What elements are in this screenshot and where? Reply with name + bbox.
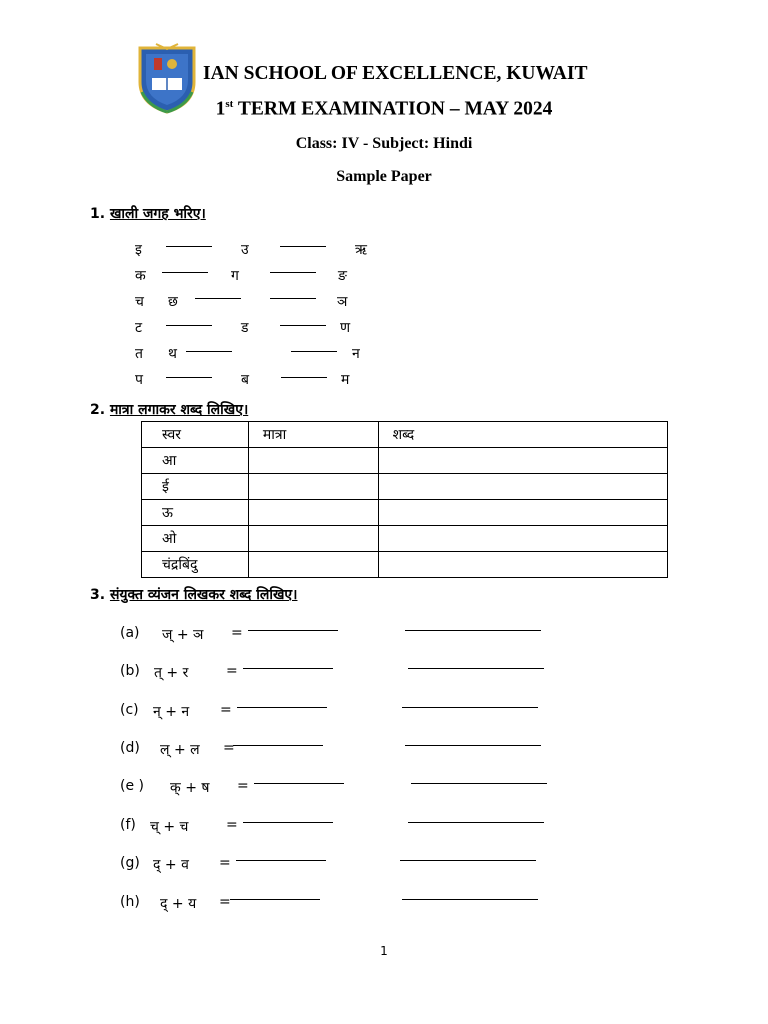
conjunct-expression: ज् + ञ — [162, 627, 204, 643]
swar-cell: ऊ — [142, 500, 249, 526]
paper-type: Sample Paper — [336, 168, 432, 185]
fill-blank[interactable] — [291, 351, 337, 352]
q1-letter: ब — [241, 372, 249, 388]
equals-sign: = — [219, 855, 231, 871]
fill-blank[interactable] — [280, 246, 326, 247]
matra-answer-cell[interactable] — [248, 448, 378, 474]
table-row — [142, 552, 668, 578]
word-blank[interactable] — [405, 745, 541, 746]
word-answer-cell[interactable] — [378, 552, 667, 578]
q1-letter: ण — [340, 320, 351, 336]
equals-sign: = — [231, 625, 243, 641]
swar-cell: चंद्रबिंदु — [142, 552, 249, 578]
q1-letter: च — [135, 294, 144, 310]
conjunct-expression: क् + ष — [170, 780, 210, 796]
word-blank[interactable] — [402, 707, 538, 708]
item-label: (b) — [120, 663, 140, 679]
conjunct-blank[interactable] — [236, 860, 326, 861]
word-blank[interactable] — [408, 668, 544, 669]
table-header: स्वर — [142, 422, 249, 448]
swar-cell: ई — [142, 474, 249, 500]
word-blank[interactable] — [400, 860, 536, 861]
item-label: (a) — [120, 625, 140, 641]
question-2-heading: 2. मात्रा लगाकर शब्द लिखिए। — [90, 402, 249, 418]
conjunct-expression: त् + र — [154, 665, 189, 681]
word-answer-cell[interactable] — [378, 526, 667, 552]
q1-letter: ऋ — [355, 242, 367, 258]
conjunct-expression: न् + न — [153, 704, 190, 720]
item-label: (h) — [120, 894, 140, 910]
table-row — [142, 526, 668, 552]
fill-blank[interactable] — [195, 298, 241, 299]
q1-letter: थ — [168, 346, 177, 362]
matra-answer-cell[interactable] — [248, 552, 378, 578]
item-label: (d) — [120, 740, 140, 756]
item-label: (e ) — [120, 778, 144, 794]
conjunct-expression: द् + व — [153, 857, 189, 873]
fill-blank[interactable] — [166, 377, 212, 378]
equals-sign: = — [237, 778, 249, 794]
fill-blank[interactable] — [270, 298, 316, 299]
table-header: शब्द — [378, 422, 667, 448]
conjunct-blank[interactable] — [237, 707, 327, 708]
conjunct-blank[interactable] — [230, 899, 320, 900]
q1-letter: प — [135, 372, 143, 388]
conjunct-expression: ल् + ल — [160, 742, 200, 758]
equals-sign: = — [220, 702, 232, 718]
fill-blank[interactable] — [280, 325, 326, 326]
conjunct-blank[interactable] — [254, 783, 344, 784]
q1-letter: ङ — [338, 268, 347, 284]
q1-letter: क — [135, 268, 146, 284]
word-blank[interactable] — [411, 783, 547, 784]
fill-blank[interactable] — [166, 246, 212, 247]
conjunct-blank[interactable] — [248, 630, 338, 631]
fill-blank[interactable] — [186, 351, 232, 352]
question-3-heading: 3. संयुक्त व्यंजन लिखकर शब्द लिखिए। — [90, 587, 298, 603]
q1-letter: ड — [241, 320, 249, 336]
table-row — [142, 448, 668, 474]
item-label: (c) — [120, 702, 139, 718]
word-blank[interactable] — [402, 899, 538, 900]
q1-letter: ट — [135, 320, 143, 336]
conjunct-blank[interactable] — [243, 822, 333, 823]
matra-table — [141, 421, 668, 578]
q1-letter: ग — [231, 268, 239, 284]
fill-blank[interactable] — [162, 272, 208, 273]
fill-blank[interactable] — [270, 272, 316, 273]
conjunct-expression: च् + च — [150, 819, 189, 835]
q1-letter: छ — [168, 294, 178, 310]
word-answer-cell[interactable] — [378, 474, 667, 500]
school-name: IAN SCHOOL OF EXCELLENCE, KUWAIT — [203, 63, 588, 84]
swar-cell: आ — [142, 448, 249, 474]
table-row — [142, 500, 668, 526]
q1-letter: इ — [135, 242, 142, 258]
matra-answer-cell[interactable] — [248, 526, 378, 552]
swar-cell: ओ — [142, 526, 249, 552]
fill-blank[interactable] — [166, 325, 212, 326]
conjunct-blank[interactable] — [243, 668, 333, 669]
q1-letter: न — [352, 346, 360, 362]
equals-sign: = — [219, 894, 231, 910]
class-subject: Class: IV - Subject: Hindi — [295, 135, 473, 152]
word-blank[interactable] — [408, 822, 544, 823]
fill-blank[interactable] — [281, 377, 327, 378]
table-header: मात्रा — [248, 422, 378, 448]
item-label: (g) — [120, 855, 140, 871]
word-answer-cell[interactable] — [378, 448, 667, 474]
matra-answer-cell[interactable] — [248, 474, 378, 500]
conjunct-blank[interactable] — [233, 745, 323, 746]
page-number: 1 — [380, 944, 388, 958]
q1-letter: त — [135, 346, 143, 362]
q1-letter: उ — [241, 242, 249, 258]
equals-sign: = — [223, 740, 235, 756]
table-row — [142, 474, 668, 500]
equals-sign: = — [226, 817, 238, 833]
q1-letter: ञ — [337, 294, 348, 310]
word-answer-cell[interactable] — [378, 500, 667, 526]
exam-title: 1st TERM EXAMINATION – MAY 2024 — [215, 98, 553, 120]
word-blank[interactable] — [405, 630, 541, 631]
conjunct-expression: द् + य — [160, 896, 197, 912]
matra-answer-cell[interactable] — [248, 500, 378, 526]
item-label: (f) — [120, 817, 136, 833]
table-header-row — [142, 422, 668, 448]
q1-letter: म — [341, 372, 350, 388]
equals-sign: = — [226, 663, 238, 679]
question-1-heading: 1. खाली जगह भरिए। — [90, 206, 206, 222]
